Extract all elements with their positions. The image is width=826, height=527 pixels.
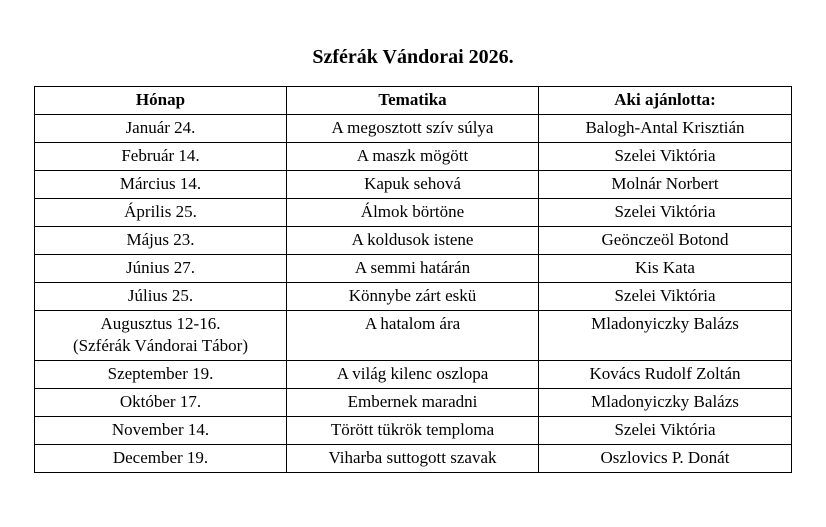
cell-theme: A világ kilenc oszlopa xyxy=(287,361,539,389)
cell-recommender: Szelei Viktória xyxy=(539,283,792,311)
table-row xyxy=(35,227,792,255)
cell-recommender: Mladonyiczky Balázs xyxy=(539,311,792,361)
month-date: November 14. xyxy=(111,420,210,439)
cell-month xyxy=(35,227,287,255)
month-date: Június 27. xyxy=(126,258,195,277)
cell-recommender: Mladonyiczky Balázs xyxy=(539,389,792,417)
cell-month xyxy=(35,361,287,389)
table-row xyxy=(35,283,792,311)
month-date: December 19. xyxy=(112,448,209,467)
table-row xyxy=(35,311,792,361)
cell-theme: A megosztott szív súlya xyxy=(287,115,539,143)
cell-month xyxy=(35,311,287,361)
cell-theme: Álmok börtöne xyxy=(287,199,539,227)
month-date: Október 17. xyxy=(119,392,202,411)
table-row xyxy=(35,199,792,227)
cell-month xyxy=(35,255,287,283)
table-row xyxy=(35,255,792,283)
table-row xyxy=(35,389,792,417)
cell-theme: A semmi határán xyxy=(287,255,539,283)
month-note: (Szférák Vándorai Tábor) xyxy=(73,336,248,355)
month-date: Január 24. xyxy=(125,118,196,137)
table-header-row xyxy=(35,87,792,115)
cell-theme: Törött tükrök temploma xyxy=(287,417,539,445)
cell-month xyxy=(35,283,287,311)
cell-theme: A hatalom ára xyxy=(287,311,539,361)
cell-theme: Kapuk sehová xyxy=(287,171,539,199)
month-date: Február 14. xyxy=(121,146,200,165)
cell-recommender: Balogh-Antal Krisztián xyxy=(539,115,792,143)
header-theme: Tematika xyxy=(287,87,539,115)
table-row xyxy=(35,143,792,171)
cell-recommender: Szelei Viktória xyxy=(539,417,792,445)
header-month: Hónap xyxy=(35,87,287,115)
table-row xyxy=(35,445,792,473)
cell-month xyxy=(35,389,287,417)
cell-month xyxy=(35,417,287,445)
cell-recommender: Molnár Norbert xyxy=(539,171,792,199)
cell-month xyxy=(35,199,287,227)
page-title: Szférák Vándorai 2026. xyxy=(312,46,514,68)
cell-theme: A koldusok istene xyxy=(287,227,539,255)
month-date: Március 14. xyxy=(119,174,202,193)
table-row xyxy=(35,171,792,199)
month-date: Július 25. xyxy=(127,286,194,305)
cell-recommender: Szelei Viktória xyxy=(539,199,792,227)
cell-theme: Viharba suttogott szavak xyxy=(287,445,539,473)
cell-recommender: Geönczeöl Botond xyxy=(539,227,792,255)
cell-month xyxy=(35,171,287,199)
cell-month xyxy=(35,143,287,171)
cell-recommender: Szelei Viktória xyxy=(539,143,792,171)
month-date: Április 25. xyxy=(124,202,197,221)
cell-month xyxy=(35,445,287,473)
cell-theme: Embernek maradni xyxy=(287,389,539,417)
table-row xyxy=(35,417,792,445)
cell-month xyxy=(35,115,287,143)
cell-theme: A maszk mögött xyxy=(287,143,539,171)
month-date: Szeptember 19. xyxy=(107,364,214,383)
month-date: Augusztus 12-16. xyxy=(100,314,221,333)
cell-theme: Könnybe zárt eskü xyxy=(287,283,539,311)
cell-recommender: Oszlovics P. Donát xyxy=(539,445,792,473)
table-row xyxy=(35,361,792,389)
cell-recommender: Kovács Rudolf Zoltán xyxy=(539,361,792,389)
month-date: Május 23. xyxy=(126,230,195,249)
table-row xyxy=(35,115,792,143)
schedule-table xyxy=(34,86,792,473)
header-recommender: Aki ajánlotta: xyxy=(539,87,792,115)
cell-recommender: Kis Kata xyxy=(539,255,792,283)
